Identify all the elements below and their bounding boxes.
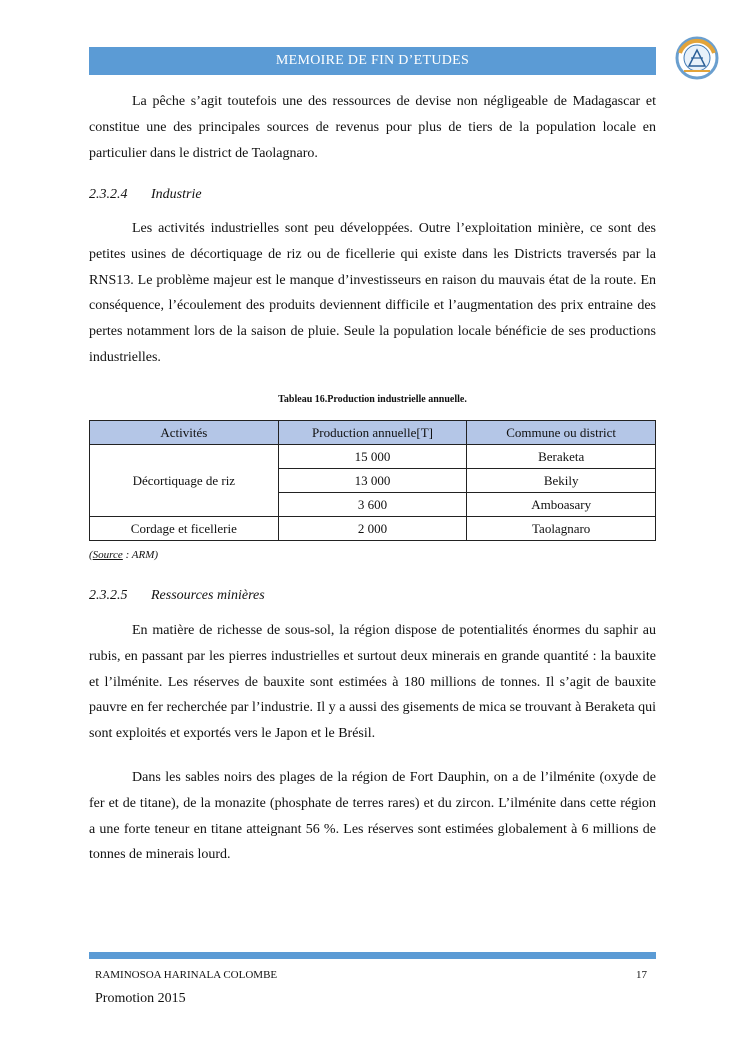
header-title: MEMOIRE DE FIN D’ETUDES: [275, 53, 470, 68]
section-number: 2.3.2.4: [89, 187, 128, 202]
university-logo-icon: [674, 35, 720, 81]
table-header-cell: Activités: [90, 421, 279, 445]
table-row: [90, 445, 656, 469]
page-header: [89, 47, 656, 75]
section-title: Ressources minières: [151, 588, 265, 603]
table-header-cell: Commune ou district: [467, 421, 656, 445]
table-cell-commune: Beraketa: [467, 445, 656, 469]
paragraph-peche: La pêche s’agit toutefois une des ressources de devise non négligeable de Madagascar et constitue une des principales sources de revenus pour plus de tiers de la population locale en particulier dans le district de Taolagnaro.: [89, 94, 656, 161]
table-cell-production: 15 000: [278, 445, 467, 469]
table-cell-production: 2 000: [278, 517, 467, 541]
paragraph-industrie: Les activités industrielles sont peu développées. Outre l’exploitation minière, ce sont des petites usines de décortiquage de riz ou de ficellerie qui existe dans les Districts traversés par la RNS13. Le problème majeur est le manque d’investisseurs en raison du mauvais état de la route. En conséquence, l’écoulement des produits deviennent difficile et l’augmentation des prix entraine des pertes notamment lors de la saison de pluie. Seule la population locale bénéficie de ses productions industrielles.: [89, 221, 656, 365]
section-heading-ressources: [89, 588, 265, 604]
source-label: Source: [92, 549, 123, 561]
source-value: : ARM): [122, 549, 159, 561]
table-source: (Source : ARM): [89, 549, 159, 561]
table-cell-activity: Décortiquage de riz: [90, 445, 279, 517]
section-title: Industrie: [151, 187, 202, 202]
table-header-row: [90, 421, 656, 445]
section-heading-industrie: [89, 187, 202, 203]
table-cell-commune: Taolagnaro: [467, 517, 656, 541]
table-header-cell: Production annuelle[T]: [278, 421, 467, 445]
table-cell-production: 13 000: [278, 469, 467, 493]
paragraph-ressources: En matière de richesse de sous-sol, la région dispose de potentialités énormes du saphir au rubis, en passant par les pierres industrielles et surtout deux minerais en grande quantité : la bauxite et l’ilménite. Les réserves de bauxite sont estimées à 180 millions de tonnes. Il s’agit de bauxite pauvre en fer recherchée par l’industrie. Il y a aussi des gisements de mica se trouvant à Beraketa qui sont exploités et exportés vers le Japon et le Brésil.: [89, 623, 656, 742]
table-cell-commune: Amboasary: [467, 493, 656, 517]
page-number: 17: [636, 969, 647, 981]
footer-promotion: Promotion 2015: [95, 991, 186, 1006]
table-cell-activity: Cordage et ficellerie: [90, 517, 279, 541]
footer-author: RAMINOSOA HARINALA COLOMBE: [95, 969, 278, 981]
table-cell-production: 3 600: [278, 493, 467, 517]
table-row: [90, 517, 656, 541]
footer-divider: [89, 952, 656, 959]
section-number: 2.3.2.5: [89, 588, 128, 603]
production-table: [89, 420, 656, 541]
table-caption: Tableau 16.Production industrielle annuelle.: [278, 394, 467, 405]
table-cell-commune: Bekily: [467, 469, 656, 493]
paragraph-sables: Dans les sables noirs des plages de la région de Fort Dauphin, on a de l’ilménite (oxyde de fer et de titane), de la monazite (phosphate de terres rares) et du zircon. L’ilménite dans cette région a une forte teneur en titane atteignant 56 %. Les réserves sont estimées globalement à 6 millions de tonnes de minerais lourd.: [89, 770, 656, 863]
